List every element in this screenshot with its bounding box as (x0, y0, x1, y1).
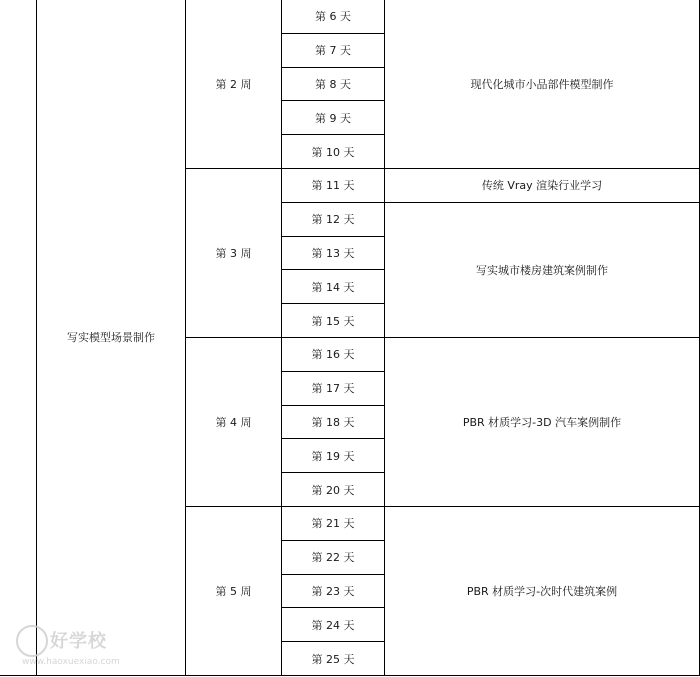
day-cell: 第 8 天 (282, 67, 385, 101)
topic-cell: 写实城市楼房建筑案例制作 (385, 202, 700, 337)
day-cell: 第 25 天 (282, 642, 385, 676)
watermark-brand: 好学校 (50, 631, 107, 652)
day-cell: 第 9 天 (282, 101, 385, 135)
day-cell: 第 19 天 (282, 439, 385, 473)
day-cell: 第 10 天 (282, 135, 385, 169)
topic-cell: PBR 材质学习-3D 汽车案例制作 (385, 337, 700, 506)
topic-cell: 现代化城市小品部件模型制作 (385, 0, 700, 168)
day-cell: 第 20 天 (282, 473, 385, 507)
table-row (0, 0, 700, 33)
day-cell: 第 22 天 (282, 540, 385, 574)
day-cell: 第 11 天 (282, 168, 385, 202)
module-cell: 写实模型场景制作 (37, 0, 186, 675)
day-cell: 第 12 天 (282, 202, 385, 236)
day-cell: 第 17 天 (282, 371, 385, 405)
brand-logo-icon (16, 625, 48, 657)
day-cell: 第 24 天 (282, 608, 385, 642)
week-cell: 第 5 周 (186, 506, 282, 675)
week-cell: 第 2 周 (186, 0, 282, 168)
week-cell: 第 3 周 (186, 168, 282, 337)
watermark-logo (16, 625, 126, 673)
day-cell: 第 15 天 (282, 304, 385, 338)
topic-cell: PBR 材质学习-次时代建筑案例 (385, 506, 700, 675)
day-cell: 第 6 天 (282, 0, 385, 33)
topic-cell: 传统 Vray 渲染行业学习 (385, 168, 700, 202)
day-cell: 第 13 天 (282, 236, 385, 270)
week-cell: 第 4 周 (186, 337, 282, 506)
left-margin-cell (0, 0, 37, 675)
day-cell: 第 16 天 (282, 337, 385, 371)
watermark-url: www.haoxuexiao.com (22, 657, 120, 667)
day-cell: 第 23 天 (282, 574, 385, 608)
day-cell: 第 14 天 (282, 270, 385, 304)
day-cell: 第 18 天 (282, 405, 385, 439)
day-cell: 第 7 天 (282, 33, 385, 67)
day-cell: 第 21 天 (282, 506, 385, 540)
